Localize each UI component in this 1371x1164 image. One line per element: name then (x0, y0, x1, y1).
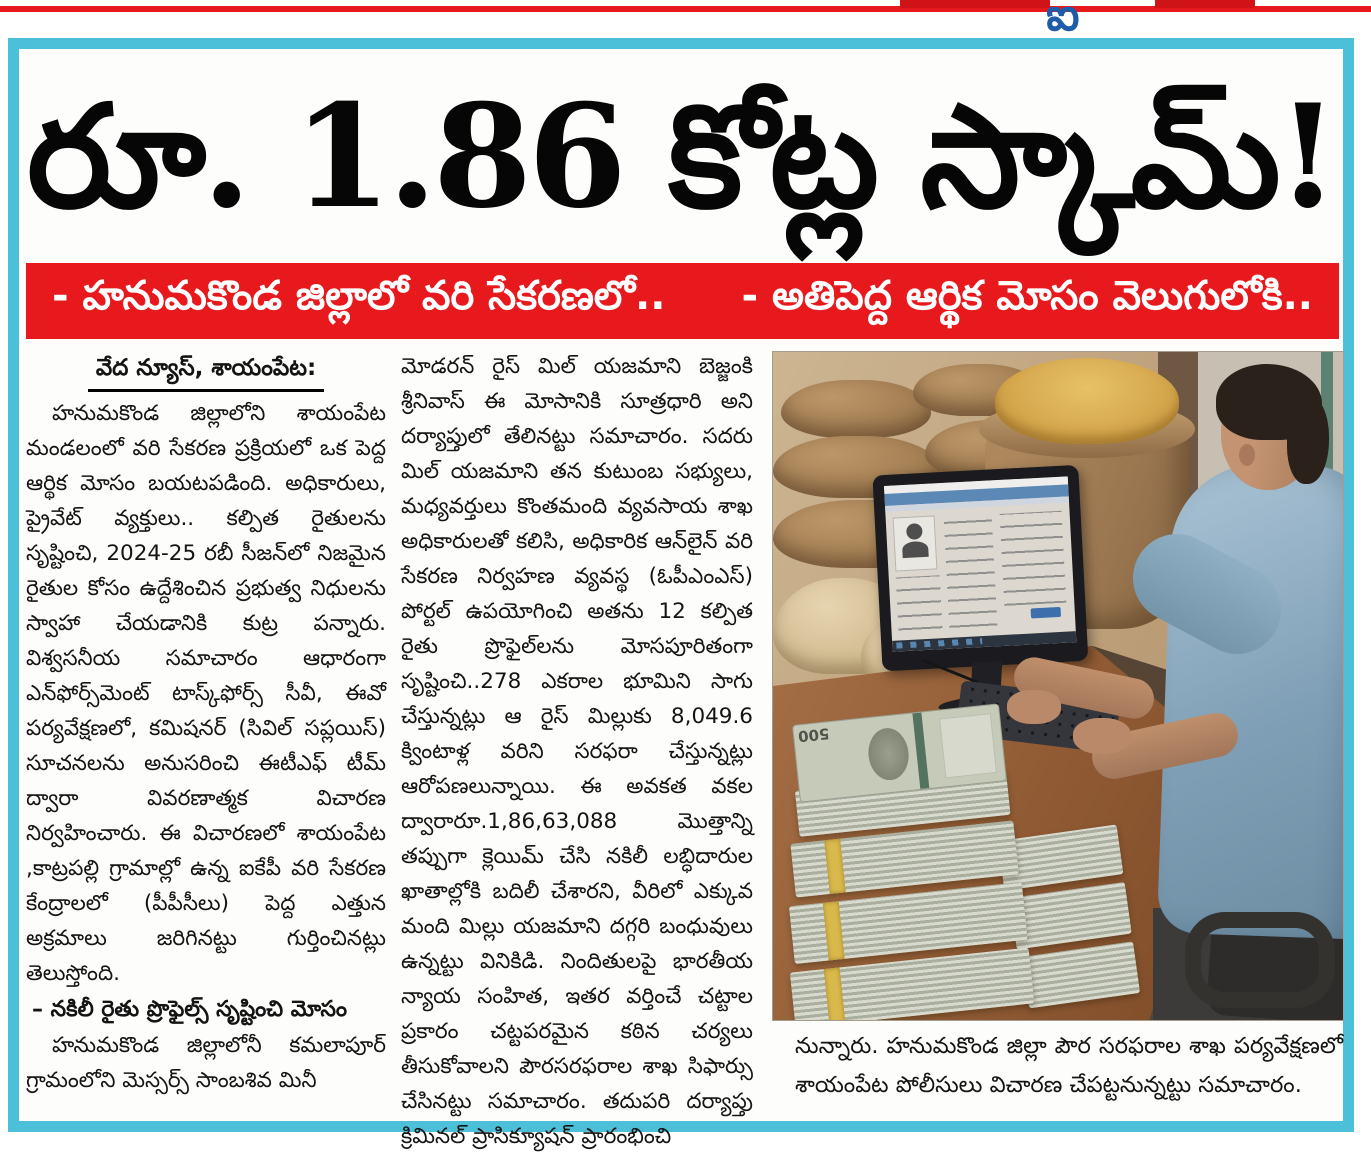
paddy-grain-heap (995, 358, 1179, 444)
avatar-head-icon (906, 523, 923, 540)
jute-sack (781, 380, 931, 438)
subheadline-right: - అతిపెద్ద ఆర్థిక మోసం వెలుగులోకి.. (741, 273, 1313, 319)
man-hair-back (1287, 396, 1329, 484)
masthead-logo-glyph: ఐ (1046, 7, 1080, 37)
photo-caption: నున్నారు. హనుమకొండ జిల్లా పౌర సరఫరాల శాఖ పర్యవేక్షణలో శాయంపేట పోలీసులు విచారణ చేపట్టనున్నట్టు సమాచారం. (795, 1033, 1343, 1098)
office-chair-armrest (1185, 912, 1335, 1008)
currency-bundle-stack (773, 698, 1046, 1020)
avatar-body-icon (902, 541, 929, 558)
farmer-avatar-placeholder (893, 515, 938, 571)
inline-subhead: – నకిలీ రైతు ప్రొఫైల్స్ సృష్టించి మోసం (32, 997, 348, 1022)
article-column-1 (26, 349, 386, 1098)
man-shirt-torso (1157, 461, 1343, 940)
form-text-lines (896, 575, 943, 643)
man-left-hand (1007, 690, 1061, 724)
taskbar-icons (896, 638, 982, 648)
masthead-letter-fragment (1155, 0, 1255, 8)
security-strip (912, 712, 929, 789)
monitor-screen-portal (884, 476, 1076, 651)
form-text-lines (1000, 511, 1067, 606)
watermark-window (939, 713, 997, 778)
news-photo (773, 352, 1343, 1020)
masthead-letter-fragment (900, 0, 1050, 8)
gandhi-portrait (866, 726, 911, 782)
subheadline-left: - హనుమకొండ జిల్లాలో వరి సేకరణలో.. (52, 273, 666, 319)
article-frame (8, 38, 1354, 1149)
subheadline-bar (26, 263, 1339, 339)
man-right-hand (1073, 718, 1131, 754)
rupee-500-label: 500 (797, 724, 831, 746)
paragraph-2-start: హనుమకొండ జిల్లాలోనీ కమలాపూర్ గ్రామంలోని మెస్సర్స్ సాంబశివ మినీ (26, 1033, 386, 1093)
byline (26, 351, 386, 386)
byline-text: వేద న్యూస్, శాయంపేట: (88, 355, 324, 392)
man-ear (1239, 444, 1255, 466)
paragraph-1: హనుమకొండ జిల్లాలోని శాయంపేట మండలంలో వరి సేకరణ ప్రక్రియలో ఒక పెద్ద ఆర్థిక మోసం బయటపడింది. అధికారులు, ప్రైవేట్ వ్యక్తులు.. కల్పిత రైతులను సృష్టించి, 2024-25 రబీ సీజన్‌లో నిజమైన రైతుల కోసం ఉద్దేశించిన ప్రభుత్వ నిధులను స్వాహా చేయడానికి కుట్ర పన్నారు. విశ్వసనీయ సమాచారం ఆధారంగా ఎన్‌ఫోర్స్‌మెంట్ టాస్క్‌ఫోర్స్ సీవీ, ఈవో పర్యవేక్షణలో, కమిషనర్ (సివిల్ సప్లయిస్) సూచనలను అనుసరించి ఈటీఎఫ్ టీమ్ ద్వారా వివరణాత్మక విచారణ నిర్వహించారు. ఈ విచారణలో శాయంపేట ,కాట్రపల్లి గ్రామాల్లో ఉన్న ఐకేపీ వరి సేకరణ కేంద్రాలలో (పీపీసీలు) పెద్ద ఎత్తున అక్రమాలు జరిగినట్టు గుర్తించినట్లు తెలుస్తోంది. (26, 401, 386, 986)
portal-submit-button (1031, 607, 1061, 619)
article-column-2 (401, 349, 753, 1154)
headline: రూ. 1.86 కోట్ల స్కామ్! (26, 74, 1336, 240)
masthead-partial-logo (1046, 7, 1106, 37)
paragraph-2-continuation: మోడరన్ రైస్ మిల్ యజమాని బెజ్జంకి శ్రీనివాస్ ఈ మోసానికి సూత్రధారి అని దర్యాప్తులో తేలినట్టు సమాచారం. సదరు మిల్ యజమాని తన కుటుంబ సభ్యులు, మధ్యవర్తులు కొంతమంది వ్యవసాయ శాఖ అధికారులతో కలిసి, అధికారిక ఆన్‌లైన్ వరి సేకరణ నిర్వహణ వ్యవస్థ (ఓపీఎంఎస్) పోర్టల్ ఉపయోగించి అతను 12 కల్పిత రైతు ప్రొఫైల్‌లను మోసపూరితంగా సృష్టించి..278 ఎకరాల భూమిని సాగు చేస్తున్నట్లు ఆ రైస్ మిల్లుకు 8,049.6 క్వింటాళ్ల వరిని సరఫరా చేస్తున్నట్లు ఆరోపణలున్నాయి. ఈ అవకత వకల ద్వారారూ.1,86,63,088 మొత్తాన్ని తప్పుగా క్లెయిమ్ చేసి నకిలీ లబ్ధిదారుల ఖాతాల్లోకి బదిలీ చేశారని, వీరిలో ఎక్కువ మంది మిల్లు యజమాని దగ్గరి బంధువులు ఉన్నట్టు వినికిడి. నిందితులపై భారతీయ న్యాయ సంహిత, ఇతర వర్తించే చట్టాల ప్రకారం చట్టపరమైన కఠిన చర్యలు తీసుకోవాలని పౌరసరఫరాల శాఖ సిఫార్సు చేసినట్టు సమాచారం. తదుపరి దర్యాప్తు క్రిమినల్ ప్రాసిక్యూషన్ ప్రారంభించి (401, 354, 753, 1149)
form-text-lines (944, 514, 998, 640)
